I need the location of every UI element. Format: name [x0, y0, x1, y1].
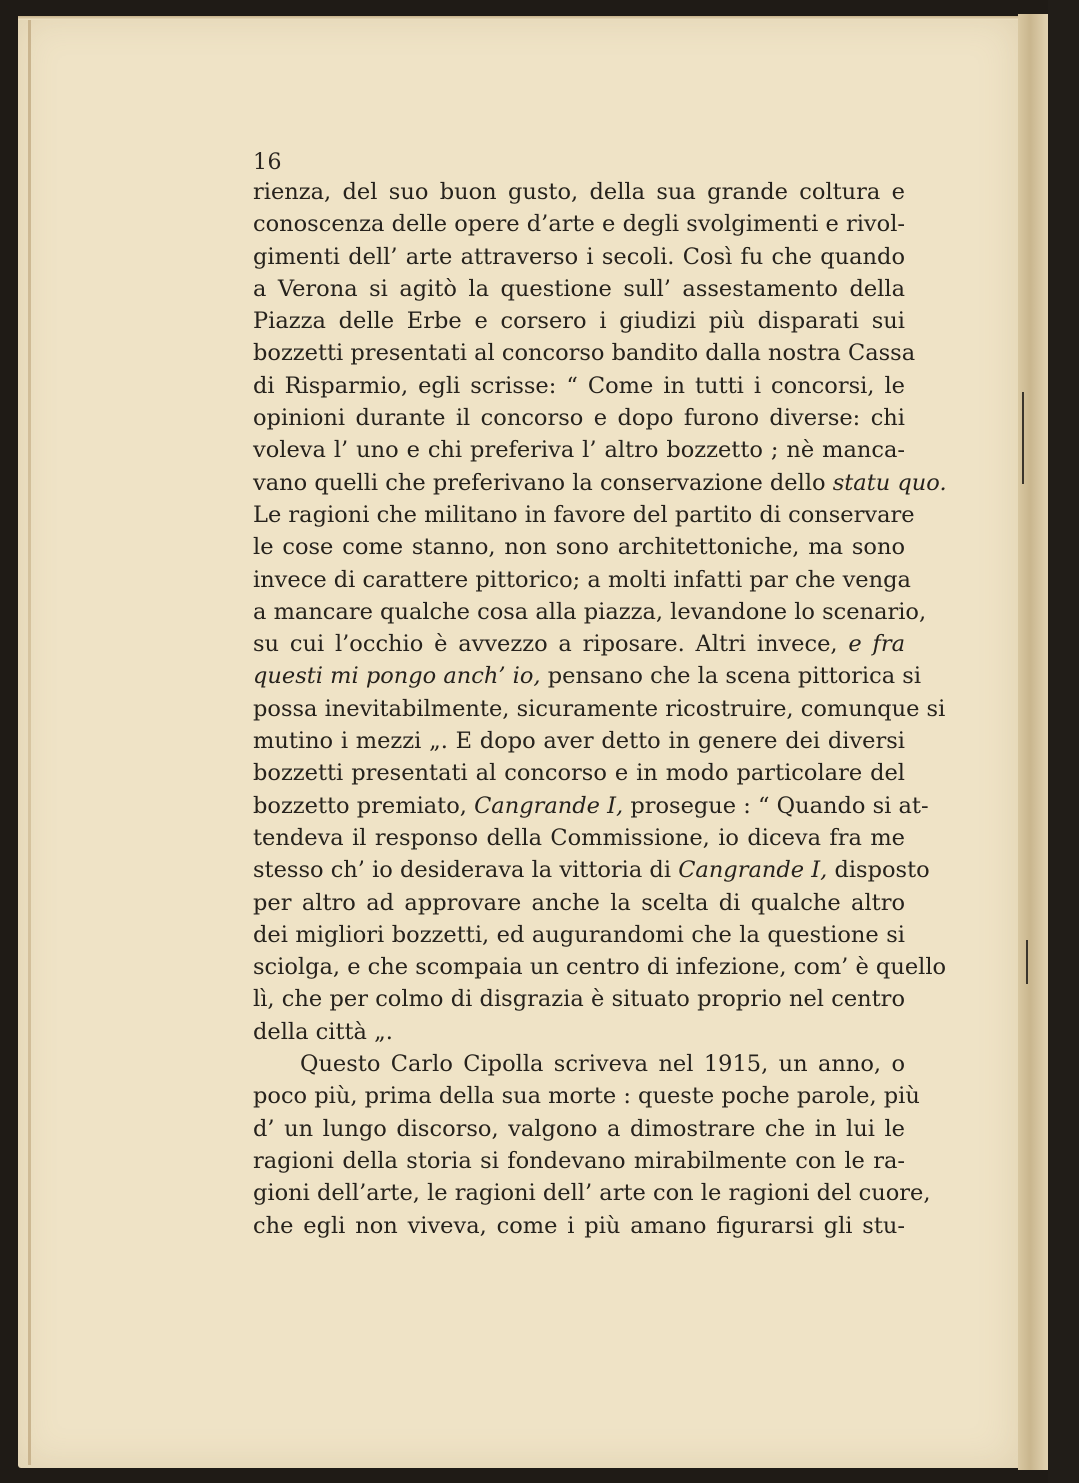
- text-line: [253, 564, 911, 596]
- text-segment: bozzetti presentati al concorso bandito dalla nostra Cassa: [253, 340, 916, 367]
- text-line: [253, 951, 947, 983]
- text-line: [253, 337, 916, 369]
- text-segment: lì, che per colmo di disgrazia è situato proprio nel centro: [253, 986, 905, 1013]
- text-line: [253, 176, 905, 208]
- text-line: [253, 499, 915, 531]
- page-number: 16: [253, 150, 282, 175]
- text-line: [253, 467, 947, 499]
- text-line: [253, 757, 905, 789]
- text-segment: rienza, del suo buon gusto, della sua grande coltura e: [253, 179, 905, 205]
- text-segment: invece di carattere pittorico; a molti infatti par che venga: [253, 566, 911, 593]
- page-top-shadow: [18, 16, 1018, 20]
- text-segment: a Verona si agitò la questione sull’ assestamento della: [253, 275, 905, 302]
- text-line: [253, 660, 922, 692]
- text-line: [253, 305, 905, 337]
- text-segment: Piazza delle Erbe e corsero i giudizi più disparati sui: [253, 308, 905, 335]
- text-segment: prosegue : “ Quando si at-: [623, 792, 929, 819]
- text-segment: dei migliori bozzetti, ed augurandomi che la questione si: [253, 921, 905, 948]
- text-line: [253, 822, 905, 854]
- text-segment: poco più, prima della sua morte : queste poche parole, più: [253, 1083, 920, 1110]
- text-segment: disposto: [827, 857, 930, 884]
- text-segment: ragioni della storia si fondevano mirabilmente con le ra-: [253, 1147, 905, 1174]
- text-segment: che egli non viveva, come i più amano figurarsi gli stu-: [253, 1212, 905, 1239]
- text-line: [253, 596, 927, 628]
- text-line: [253, 1080, 920, 1112]
- text-segment: le cose come stanno, non sono architettoniche, ma sono: [253, 534, 905, 561]
- text-segment: pensano che la scena pittorica si: [540, 663, 922, 690]
- text-segment: a mancare qualche cosa alla piazza, levandone lo scenario,: [253, 598, 927, 625]
- text-segment: stesso ch’ io desiderava la vittoria di: [253, 857, 679, 884]
- margin-mark-2: [1026, 940, 1028, 984]
- scan-border-right: [1048, 0, 1079, 1483]
- text-line: [253, 273, 905, 305]
- text-line: [253, 983, 905, 1015]
- text-line: [253, 1048, 905, 1080]
- text-line: [253, 434, 905, 466]
- text-line: [253, 790, 929, 822]
- text-line: [253, 854, 930, 886]
- text-segment: mutino i mezzi „. E dopo aver detto in genere dei diversi: [253, 728, 905, 755]
- text-segment: su cui l’occhio è avvezzo a riposare. Altri invece,: [253, 631, 849, 658]
- text-line: [253, 1145, 905, 1177]
- text-line: [253, 1016, 905, 1048]
- text-line: [253, 208, 905, 240]
- text-line: [253, 887, 905, 919]
- text-segment: gioni dell’arte, le ragioni dell’ arte con le ragioni del cuore,: [253, 1180, 931, 1207]
- text-segment: bozzetti presentati al concorso e in modo particolare del: [253, 760, 905, 787]
- italic-text: Cangrande I,: [678, 857, 828, 884]
- text-line: [253, 919, 905, 951]
- text-line: [253, 1210, 905, 1242]
- body-text: [253, 176, 947, 1242]
- text-line: [253, 531, 905, 563]
- margin-mark-1: [1022, 392, 1024, 484]
- text-segment: per altro ad approvare anche la scelta di qualche altro: [253, 889, 905, 916]
- text-line: [253, 402, 905, 434]
- text-segment: di Risparmio, egli scrisse: “ Come in tutti i concorsi, le: [253, 372, 905, 399]
- text-segment: tendeva il responso della Commissione, io diceva fra me: [253, 824, 905, 851]
- page-edge-right: [1018, 14, 1048, 1470]
- text-segment: opinioni durante il concorso e dopo furono diverse: chi: [253, 405, 905, 432]
- text-line: [253, 628, 905, 660]
- text-segment: d’ un lungo discorso, valgono a dimostrare che in lui le: [253, 1115, 905, 1142]
- text-segment: Questo Carlo Cipolla scriveva nel 1915, un anno, o: [300, 1051, 905, 1078]
- text-segment: gimenti dell’ arte attraverso i secoli. Così fu che quando: [253, 243, 905, 270]
- italic-text: e fra: [848, 631, 905, 658]
- text-segment: vano quelli che preferivano la conservazione dello: [253, 469, 833, 496]
- page-gutter-shadow: [28, 20, 31, 1465]
- text-line: [253, 1177, 931, 1209]
- italic-text: Cangrande I,: [474, 792, 624, 819]
- text-segment: della città „.: [253, 1018, 393, 1045]
- text-segment: sciolga, e che scompaia un centro di infezione, com’ è quello: [253, 954, 947, 981]
- text-segment: Le ragioni che militano in favore del partito di conservare: [253, 501, 915, 528]
- text-line: [253, 370, 905, 402]
- text-line: [253, 725, 905, 757]
- italic-text: questi mi pongo anch’ io,: [253, 663, 541, 690]
- text-segment: possa inevitabilmente, sicuramente ricostruire, comunque si: [253, 695, 946, 722]
- text-line: [253, 1113, 905, 1145]
- text-segment: bozzetto premiato,: [253, 792, 475, 819]
- text-segment: conoscenza delle opere d’arte e degli svolgimenti e rivol-: [253, 211, 905, 238]
- text-line: [253, 241, 905, 273]
- text-line: [253, 693, 946, 725]
- text-segment: voleva l’ uno e chi preferiva l’ altro bozzetto ; nè manca-: [253, 437, 905, 464]
- italic-text: statu quo.: [832, 469, 947, 496]
